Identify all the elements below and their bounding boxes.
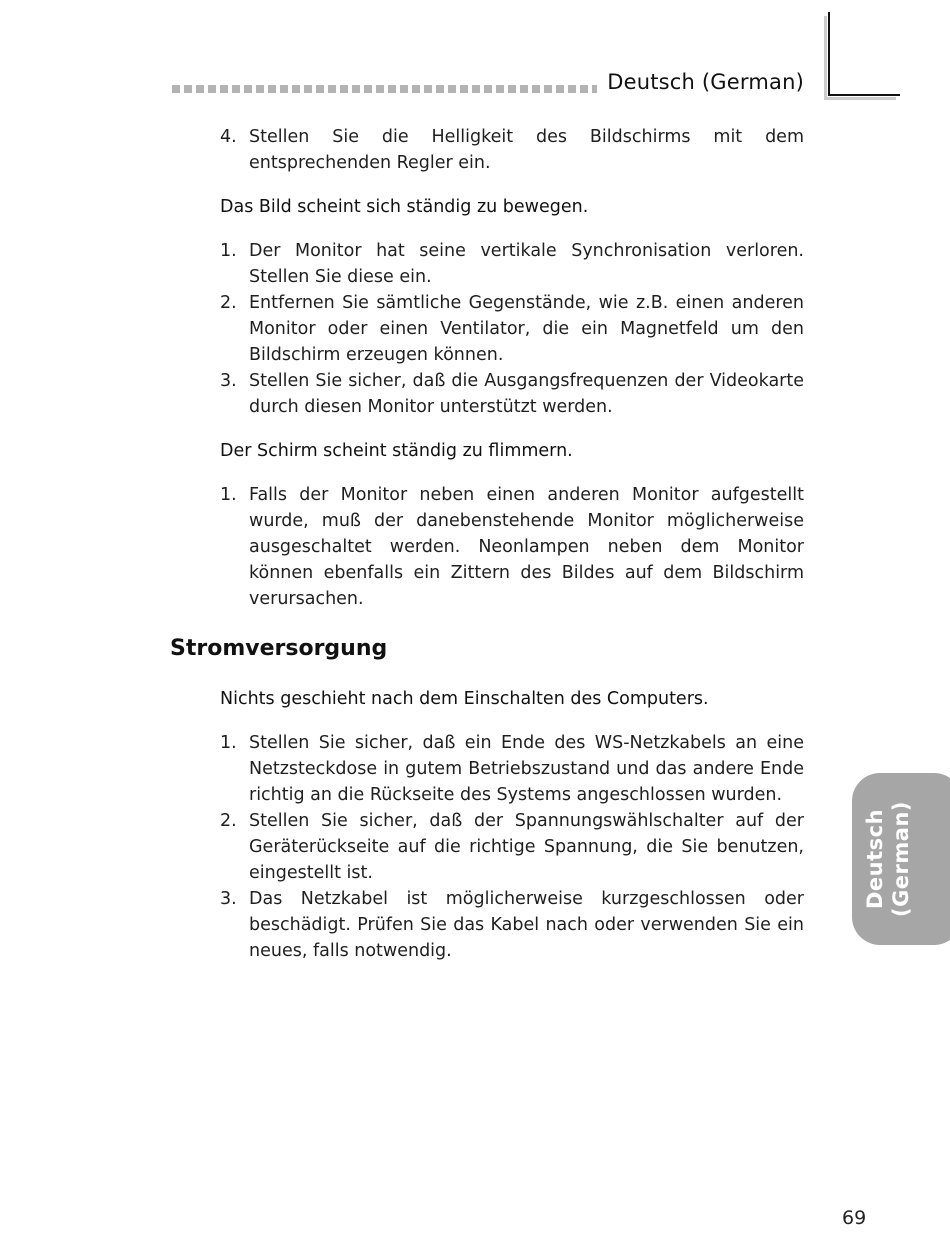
- list-item-text: Das Netzkabel ist möglicherweise kurzgeschlossen oder beschädigt. Prüfen Sie das Kabel nach oder verwenden Sie ein neues, falls notwendig.: [249, 889, 804, 961]
- list-item: [220, 730, 804, 808]
- subheading-flicker: Der Schirm scheint ständig zu flimmern.: [220, 441, 573, 461]
- list-item-number: 4.: [220, 127, 237, 147]
- corner-mark-vertical-shadow: [824, 16, 827, 100]
- list-item-text: Stellen Sie sicher, daß der Spannungswählschalter auf der Geräterückseite auf die richtige Spannung, die Sie benutzen, eingestellt ist.: [249, 811, 804, 883]
- list-item: [220, 886, 804, 964]
- page-number: 69: [842, 1207, 867, 1229]
- list-item-number: 2.: [220, 293, 237, 313]
- list-item-number: 3.: [220, 889, 237, 909]
- corner-mark-horizontal: [828, 94, 900, 96]
- list-item: [220, 808, 804, 886]
- list-item: [220, 290, 804, 368]
- subheading-power: Nichts geschieht nach dem Einschalten des Computers.: [220, 689, 709, 709]
- subheading-moving: Das Bild scheint sich ständig zu bewegen.: [220, 197, 589, 217]
- list-item-text: Der Monitor hat seine vertikale Synchronisation verloren. Stellen Sie diese ein.: [249, 241, 804, 287]
- list-item-number: 1.: [220, 485, 237, 505]
- list-item: [220, 124, 804, 176]
- list-item: [220, 368, 804, 420]
- side-tab-line-2: (German): [889, 800, 913, 918]
- list-item-number: 1.: [220, 241, 237, 261]
- list-item-text: Falls der Monitor neben einen anderen Monitor aufgestellt wurde, muß der danebenstehende Monitor möglicherweise ausgeschaltet werden. Neonlampen neben dem Monitor können ebenfalls ein Zittern des Bildes auf dem Bildschirm verursachen.: [249, 485, 804, 609]
- list-item: [220, 482, 804, 612]
- moving-list: [220, 238, 804, 420]
- flicker-list: [220, 482, 804, 612]
- list-item-text: Stellen Sie sicher, daß die Ausgangsfrequenzen der Videokarte durch diesen Monitor unterstützt werden.: [249, 371, 804, 417]
- list-item-text: Stellen Sie sicher, daß ein Ende des WS-Netzkabels an eine Netzsteckdose in gutem Betriebszustand und das andere Ende richtig an die Rückseite des Systems angeschlossen wurden.: [249, 733, 804, 805]
- list-item: [220, 238, 804, 290]
- list-item-number: 2.: [220, 811, 237, 831]
- list-item-number: 1.: [220, 733, 237, 753]
- running-header-title: Deutsch (German): [607, 70, 804, 94]
- list-item-text: Stellen Sie die Helligkeit des Bildschirms mit dem entsprechenden Regler ein.: [249, 127, 804, 173]
- corner-mark-horizontal-shadow: [824, 97, 896, 100]
- section-title-power: Stromversorgung: [170, 636, 388, 661]
- list-item-number: 3.: [220, 371, 237, 391]
- header-dotted-rule: [172, 85, 597, 93]
- page-content: [170, 124, 804, 964]
- corner-mark-vertical: [828, 12, 830, 96]
- language-side-tab-label: [862, 801, 914, 917]
- side-tab-line-1: Deutsch: [863, 808, 887, 910]
- power-list: [220, 730, 804, 964]
- brightness-list: [220, 124, 804, 176]
- list-item-text: Entfernen Sie sämtliche Gegenstände, wie z.B. einen anderen Monitor oder einen Ventilator, die ein Magnetfeld um den Bildschirm erzeugen können.: [249, 293, 804, 365]
